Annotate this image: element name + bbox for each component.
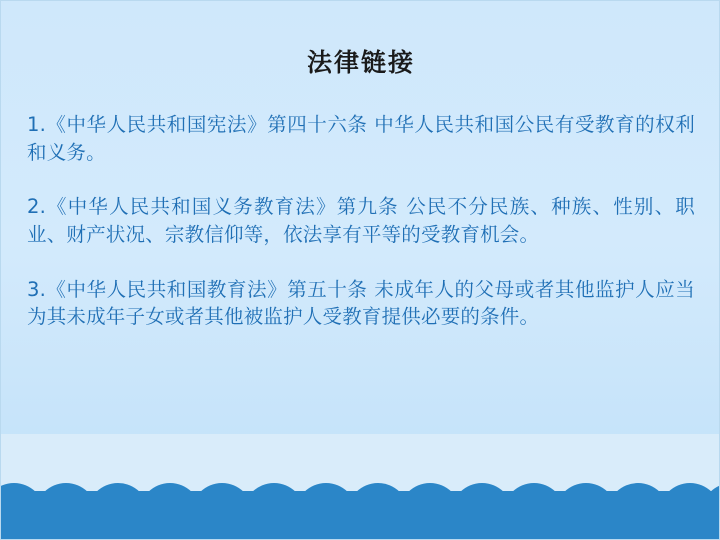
paragraph-1: 1.《中华人民共和国宪法》第四十六条 中华人民共和国公民有受教育的权利和义务。 xyxy=(27,113,695,164)
paragraph-2: 2.《中华人民共和国义务教育法》第九条 公民不分民族、种族、性别、职业、财产状况、宗教信仰等，依法享有平等的受教育机会。 xyxy=(27,195,695,247)
decorative-band xyxy=(1,434,720,539)
paragraph-3: 3.《中华人民共和国教育法》第五十条 未成年人的父母或者其他监护人应当为其未成年子女或者其他被监护人受教育提供必要的条件。 xyxy=(27,277,695,329)
body-text-block xyxy=(27,111,695,331)
band-strip xyxy=(1,491,720,539)
page-title: 法律链接 xyxy=(306,48,415,77)
